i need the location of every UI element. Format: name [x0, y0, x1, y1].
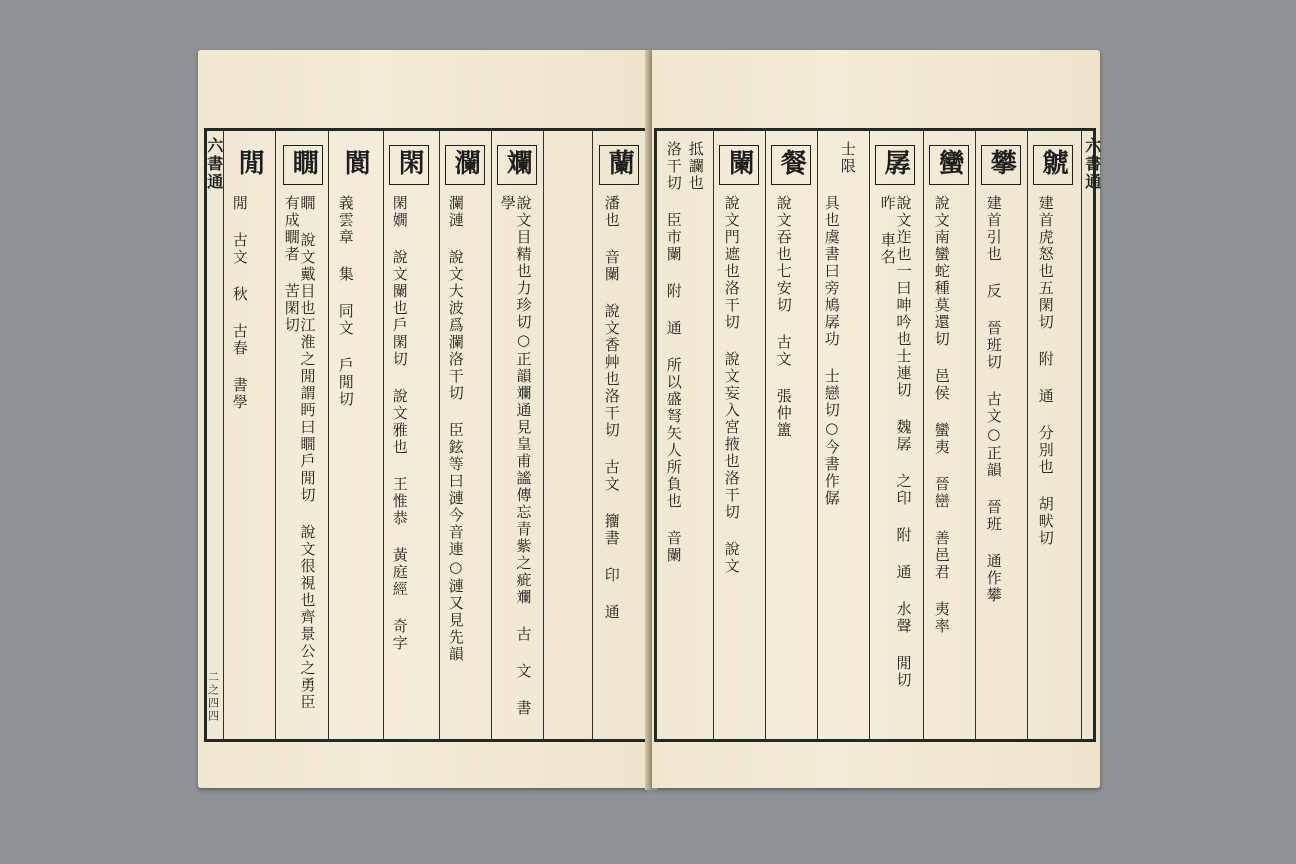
entry-head: 闌: [724, 149, 755, 177]
entry-notes: 瀾漣 說文大波爲瀾洛干切 臣鉉等曰漣今音連○漣又見先韻: [446, 195, 465, 663]
entry-notes: 瞯 說文戴目也江淮之閒謂眄曰瞯戶閒切 說文很視也齊景公之勇臣有成瞯者 苦閑切: [282, 195, 317, 711]
entry-head: 虩: [1038, 149, 1069, 177]
entry-head: 士限: [838, 141, 857, 175]
entry-head: 閒: [234, 149, 265, 177]
entry-notes: 說文迮也一曰呻吟也士連切 魏孱 之印 附 通 水聲 閒切 昨 車名: [878, 195, 913, 689]
entry-notes: 具也虞書曰旁鳩孱功 士戀切○今書作僝: [822, 195, 841, 507]
entry-notes: 閑嫺 說文闌也戶閑切 說文雅也 王惟恭 黃庭經 奇字: [390, 195, 409, 652]
entry-notes: 閒 古文 秋 古春 書學: [230, 195, 249, 411]
left-page: [198, 50, 650, 788]
entry-notes: 義雲章 集 同文 戶閒切: [336, 195, 355, 408]
entry-head: 瞯: [288, 149, 319, 177]
entry-head: 閬: [340, 149, 371, 177]
right-text-frame: [654, 128, 1102, 742]
entry-notes: 洛干切 臣市闌 附 通 所以盛弩矢人所負也 音闌: [664, 141, 683, 564]
spine-title: 六書通: [1082, 137, 1102, 191]
left-text-frame: [204, 128, 648, 742]
entry-head: 瀾: [450, 149, 481, 177]
entry-head: 孱: [880, 149, 911, 177]
entry-notes: 潘也 音闌 說文香艸也洛干切 古文 籒書 印 通: [602, 195, 621, 621]
entry-head: 閑: [394, 149, 425, 177]
entry-notes: 說文南蠻蛇種莫還切 邑侯 蠻夷 晉巒 善邑君 夷率: [932, 195, 951, 635]
folio-number: 二之四四: [206, 671, 220, 723]
entry-head: 蠻: [934, 149, 965, 177]
spine-title: 六書通: [204, 137, 224, 191]
entry-notes: 建首引也 反 晉班切 古文○正韻 晉班 通作攀: [984, 195, 1003, 604]
entry-head: 攀: [986, 149, 1017, 177]
entry-head: 蘭: [604, 149, 635, 177]
entry-head: 斕: [502, 149, 533, 177]
entry-head: 抵讕也: [686, 141, 705, 192]
entry-head: 餐: [776, 149, 807, 177]
open-book: [198, 50, 1102, 790]
entry-notes: 說文吞也七安切 古文 張仲簠: [774, 195, 793, 439]
right-page: [652, 50, 1100, 788]
entry-notes: 說文門遮也洛干切 說文妄入宮掖也洛干切 說文: [722, 195, 741, 575]
entry-notes: 說文目精也力珍切○正韻斕通見皇甫謐傳忘青紫之疵斕 古 文 書 學: [498, 195, 533, 717]
entry-notes: 建首虎怒也五閑切 附 通 分別也 胡畎切: [1036, 195, 1055, 547]
